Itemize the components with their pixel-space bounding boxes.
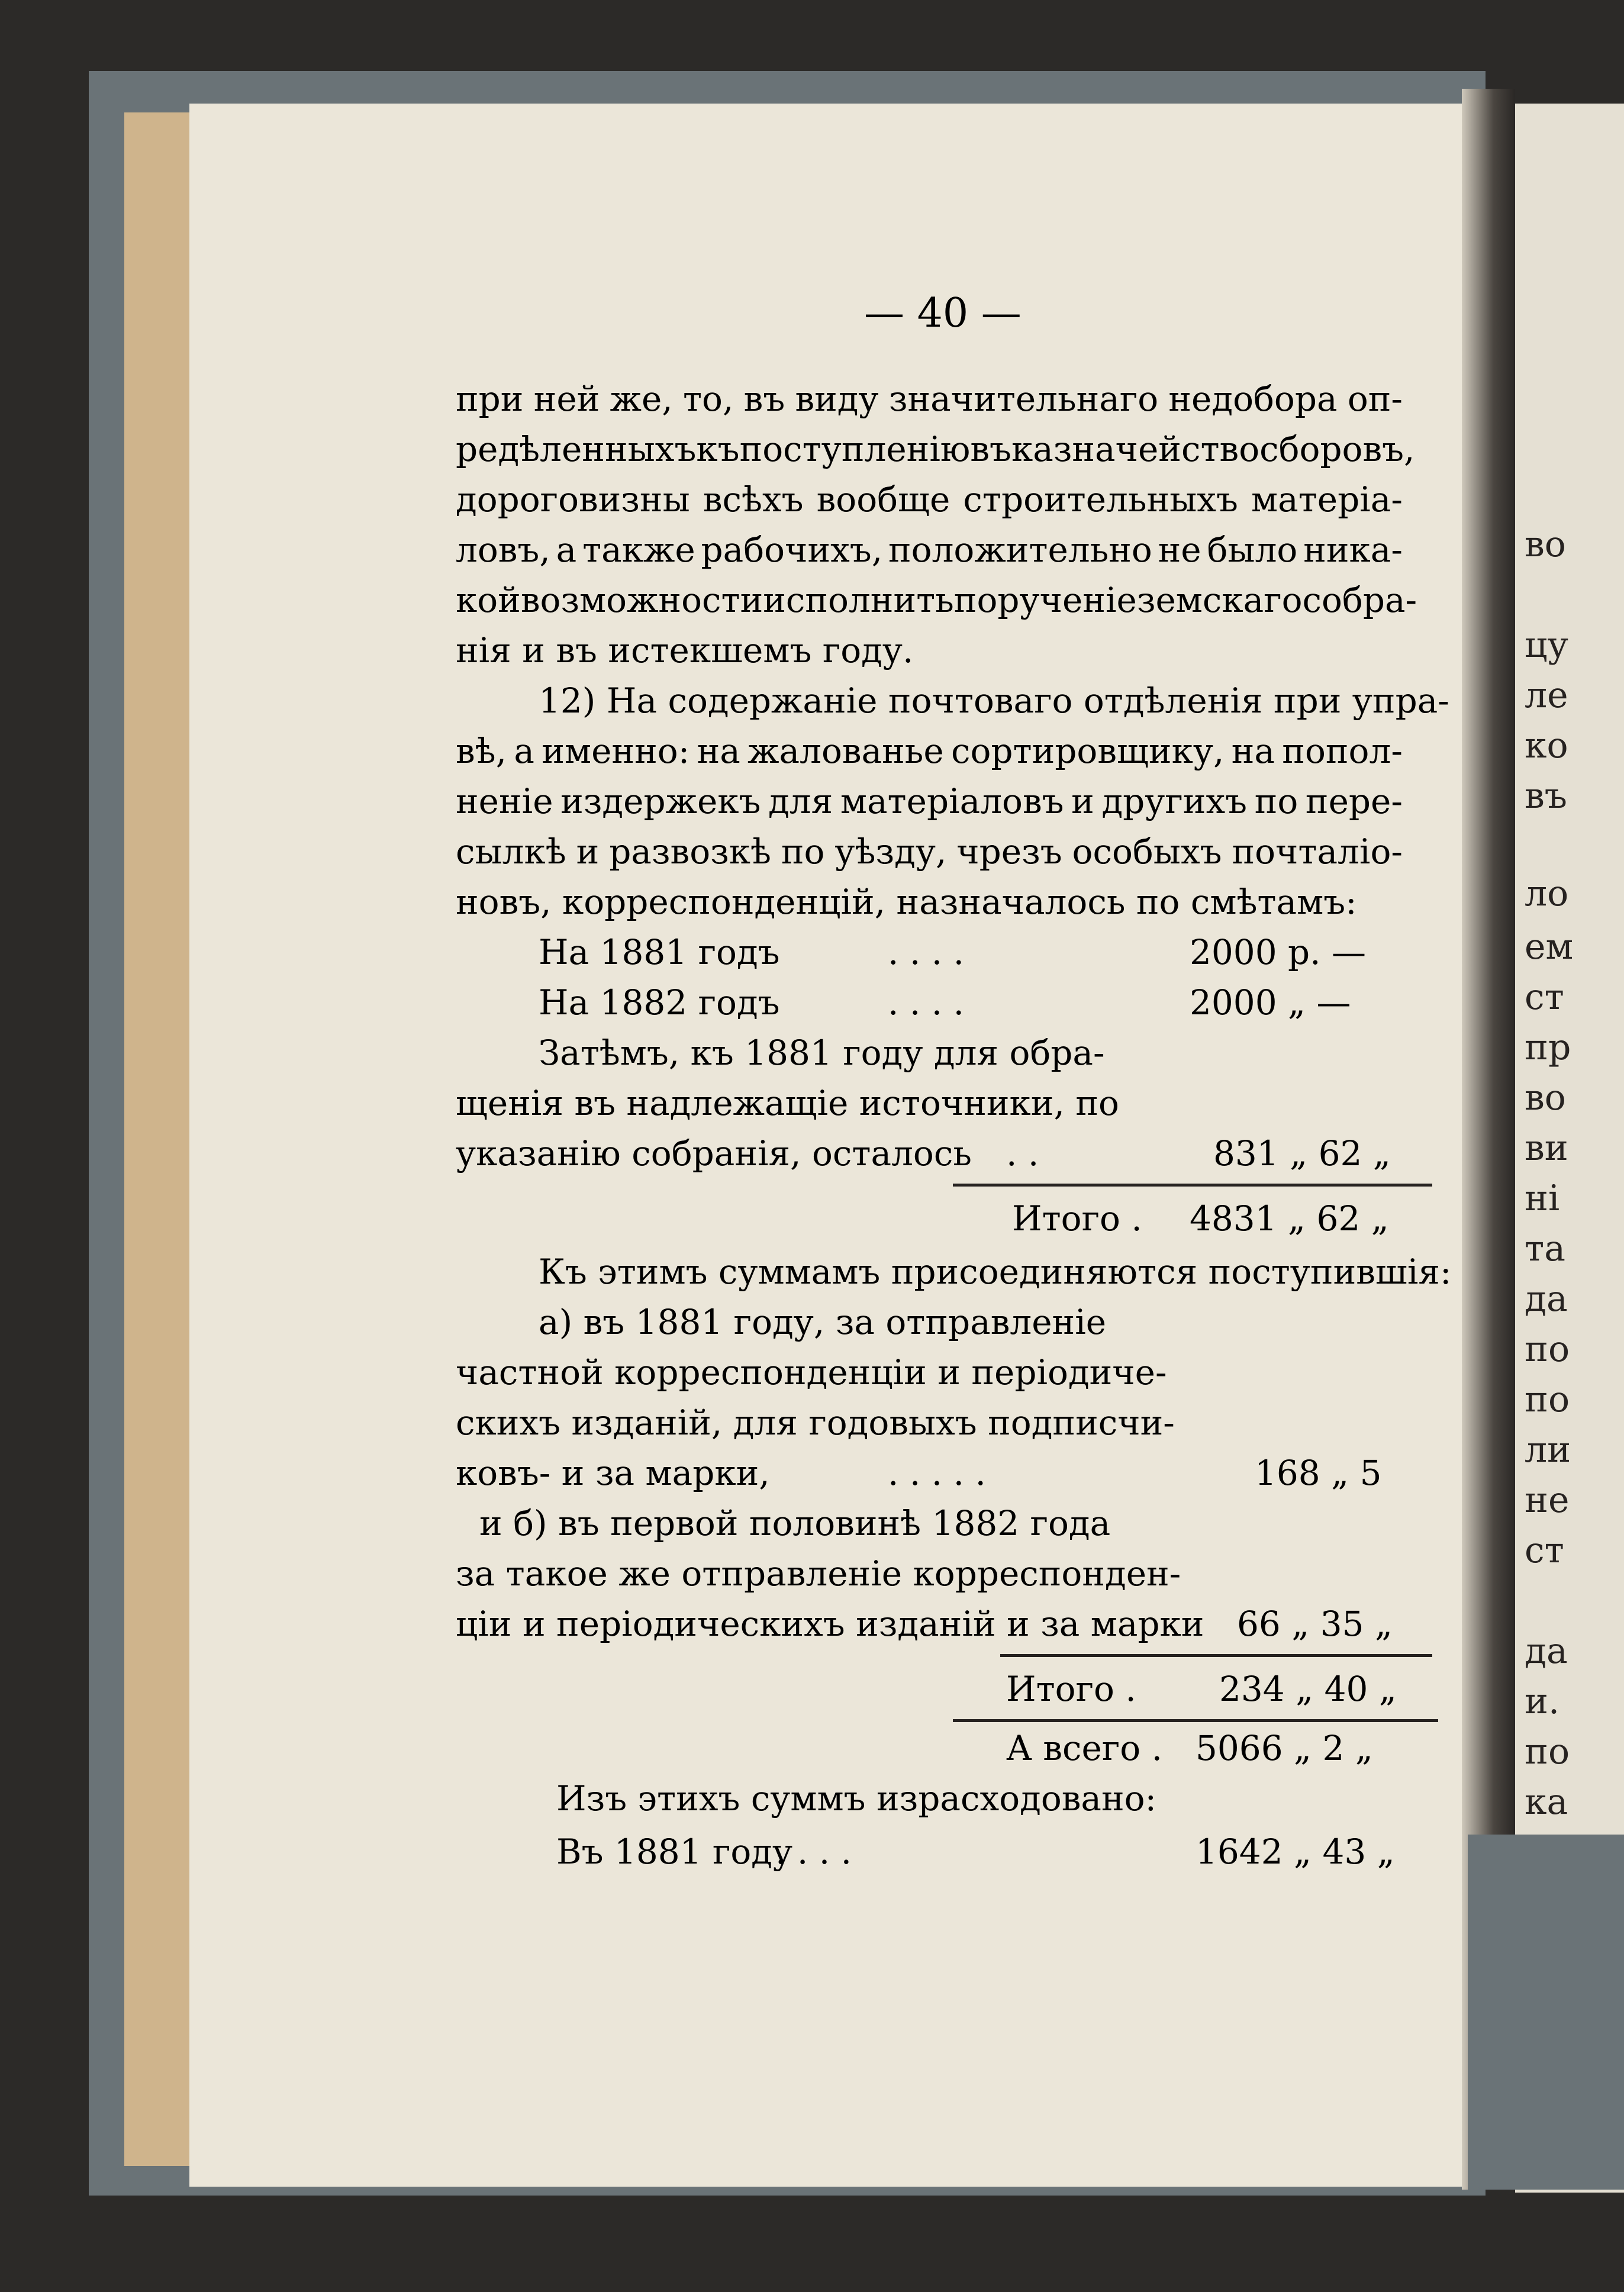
next-page-fragment: въ bbox=[1525, 775, 1567, 817]
grand-total-amount: 5066 „ 2 „ bbox=[1196, 1728, 1373, 1768]
next-page-fragment: ви bbox=[1525, 1127, 1568, 1169]
remainder-line: щенія въ надлежащіе источники, по bbox=[456, 1083, 1119, 1123]
text-line: нія и въ истекшемъ году. bbox=[456, 630, 914, 670]
item-b-line: ціи и періодическихъ изданій и за марки bbox=[456, 1604, 1204, 1644]
item-b-amount: 66 „ 35 „ bbox=[1237, 1604, 1393, 1644]
text-line: 12) На содержаніе почтоваго отдѣленія при упра- bbox=[539, 681, 1449, 721]
text-line: новъ, корреспонденцій, назначалось по смѣтамъ: bbox=[456, 882, 1357, 922]
spent-1881-label: Въ 1881 году bbox=[556, 1832, 793, 1872]
text-line: кой возможности исполнить порученіе земскаго собра- bbox=[456, 580, 1417, 620]
text-line: ловъ, а также рабочихъ, положительно не было никa- bbox=[456, 530, 1403, 570]
next-page-fragment: по bbox=[1525, 1329, 1570, 1370]
next-page-fragment: ко bbox=[1525, 725, 1568, 766]
text-line: сылкѣ и развозкѣ по уѣзду, чрезъ особыхъ почталіо- bbox=[456, 831, 1403, 872]
next-page-fragment: ст bbox=[1525, 1530, 1564, 1571]
next-page-fragment: да bbox=[1525, 1630, 1568, 1672]
remainder-line: указанію собранія, осталось bbox=[456, 1133, 972, 1174]
grand-total-label: А всего . bbox=[1006, 1728, 1163, 1768]
item-a-amount: 168 „ 5 bbox=[1255, 1453, 1382, 1493]
subtotal-amount: 4831 „ 62 „ bbox=[1190, 1198, 1389, 1239]
book-cover-board bbox=[1468, 1835, 1624, 2190]
leader-dots: . . . . bbox=[775, 1832, 852, 1872]
budget-1881-amount: 2000 р. — bbox=[1190, 932, 1367, 972]
leader-dots: . . . . . bbox=[888, 1453, 986, 1493]
text-line: вѣ, а именно: на жалованье сортировщику, на попол- bbox=[456, 731, 1403, 771]
text-line: дороговизны всѣхъ вообще строительныхъ матеріа- bbox=[456, 479, 1403, 520]
remainder-amount: 831 „ 62 „ bbox=[1213, 1133, 1391, 1174]
page-edge bbox=[124, 112, 189, 2166]
next-page-fragment: ле bbox=[1525, 675, 1568, 716]
next-page-fragment: ло bbox=[1525, 873, 1569, 914]
text-line: редѣленныхъ къ поступленію въ казначейство сборовъ, bbox=[456, 429, 1415, 469]
next-page-fragment: та bbox=[1525, 1228, 1565, 1269]
next-page-fragment: цу bbox=[1525, 624, 1568, 666]
subtotal-amount: 234 „ 40 „ bbox=[1219, 1669, 1397, 1709]
leader-dots: . . bbox=[1006, 1133, 1039, 1174]
spent-1881-amount: 1642 „ 43 „ bbox=[1196, 1832, 1395, 1872]
next-page-fragment: пр bbox=[1525, 1027, 1571, 1068]
sum-rule bbox=[953, 1184, 1432, 1187]
next-page-fragment: ка bbox=[1525, 1781, 1568, 1823]
item-a-line: ковъ- и за марки, bbox=[456, 1453, 770, 1493]
budget-1882-label: На 1882 годъ bbox=[539, 982, 780, 1023]
item-a-line: частной корреспонденціи и періодиче- bbox=[456, 1352, 1167, 1392]
additions-heading: Къ этимъ суммамъ присоединяются поступившія: bbox=[539, 1252, 1452, 1292]
remainder-line: Затѣмъ, къ 1881 году для обра- bbox=[539, 1033, 1105, 1073]
subtotal-label: Итого . bbox=[1006, 1669, 1136, 1709]
text-line: неніе издержекъ для матеріаловъ и другихъ по пере- bbox=[456, 781, 1403, 821]
next-page-fragment: и. bbox=[1525, 1681, 1560, 1722]
sum-rule bbox=[1000, 1654, 1432, 1657]
spent-heading: Изъ этихъ суммъ израсходовано: bbox=[556, 1778, 1157, 1819]
budget-1881-label: На 1881 годъ bbox=[539, 932, 780, 972]
budget-1882-amount: 2000 „ — bbox=[1190, 982, 1351, 1023]
item-b-line: за такое же отправленіе корреспонден- bbox=[456, 1553, 1181, 1594]
next-page-fragment: да bbox=[1525, 1278, 1568, 1320]
sum-rule bbox=[953, 1719, 1438, 1722]
next-page-fragment: ли bbox=[1525, 1429, 1571, 1471]
next-page-fragment: по bbox=[1525, 1731, 1570, 1772]
item-a-line: а) въ 1881 году, за отправленіе bbox=[539, 1302, 1107, 1342]
next-page-fragment: по bbox=[1525, 1379, 1570, 1420]
next-page-fragment: ст bbox=[1525, 976, 1564, 1018]
text-line: при ней же, то, въ виду значительнаго недобора оп- bbox=[456, 379, 1403, 419]
next-page-fragment: во bbox=[1525, 524, 1566, 565]
item-a-line: скихъ изданій, для годовыхъ подписчи- bbox=[456, 1403, 1175, 1443]
subtotal-label: Итого . bbox=[1012, 1198, 1142, 1239]
next-page-fragment: ем bbox=[1525, 926, 1574, 968]
page-number: — 40 — bbox=[864, 290, 1022, 337]
leader-dots: . . . . bbox=[888, 982, 965, 1023]
next-page-fragment: не bbox=[1525, 1479, 1570, 1521]
item-b-line: и б) въ первой половинѣ 1882 года bbox=[479, 1503, 1111, 1543]
next-page-fragment: во bbox=[1525, 1077, 1566, 1118]
leader-dots: . . . . bbox=[888, 932, 965, 972]
next-page-fragment: ні bbox=[1525, 1178, 1560, 1219]
